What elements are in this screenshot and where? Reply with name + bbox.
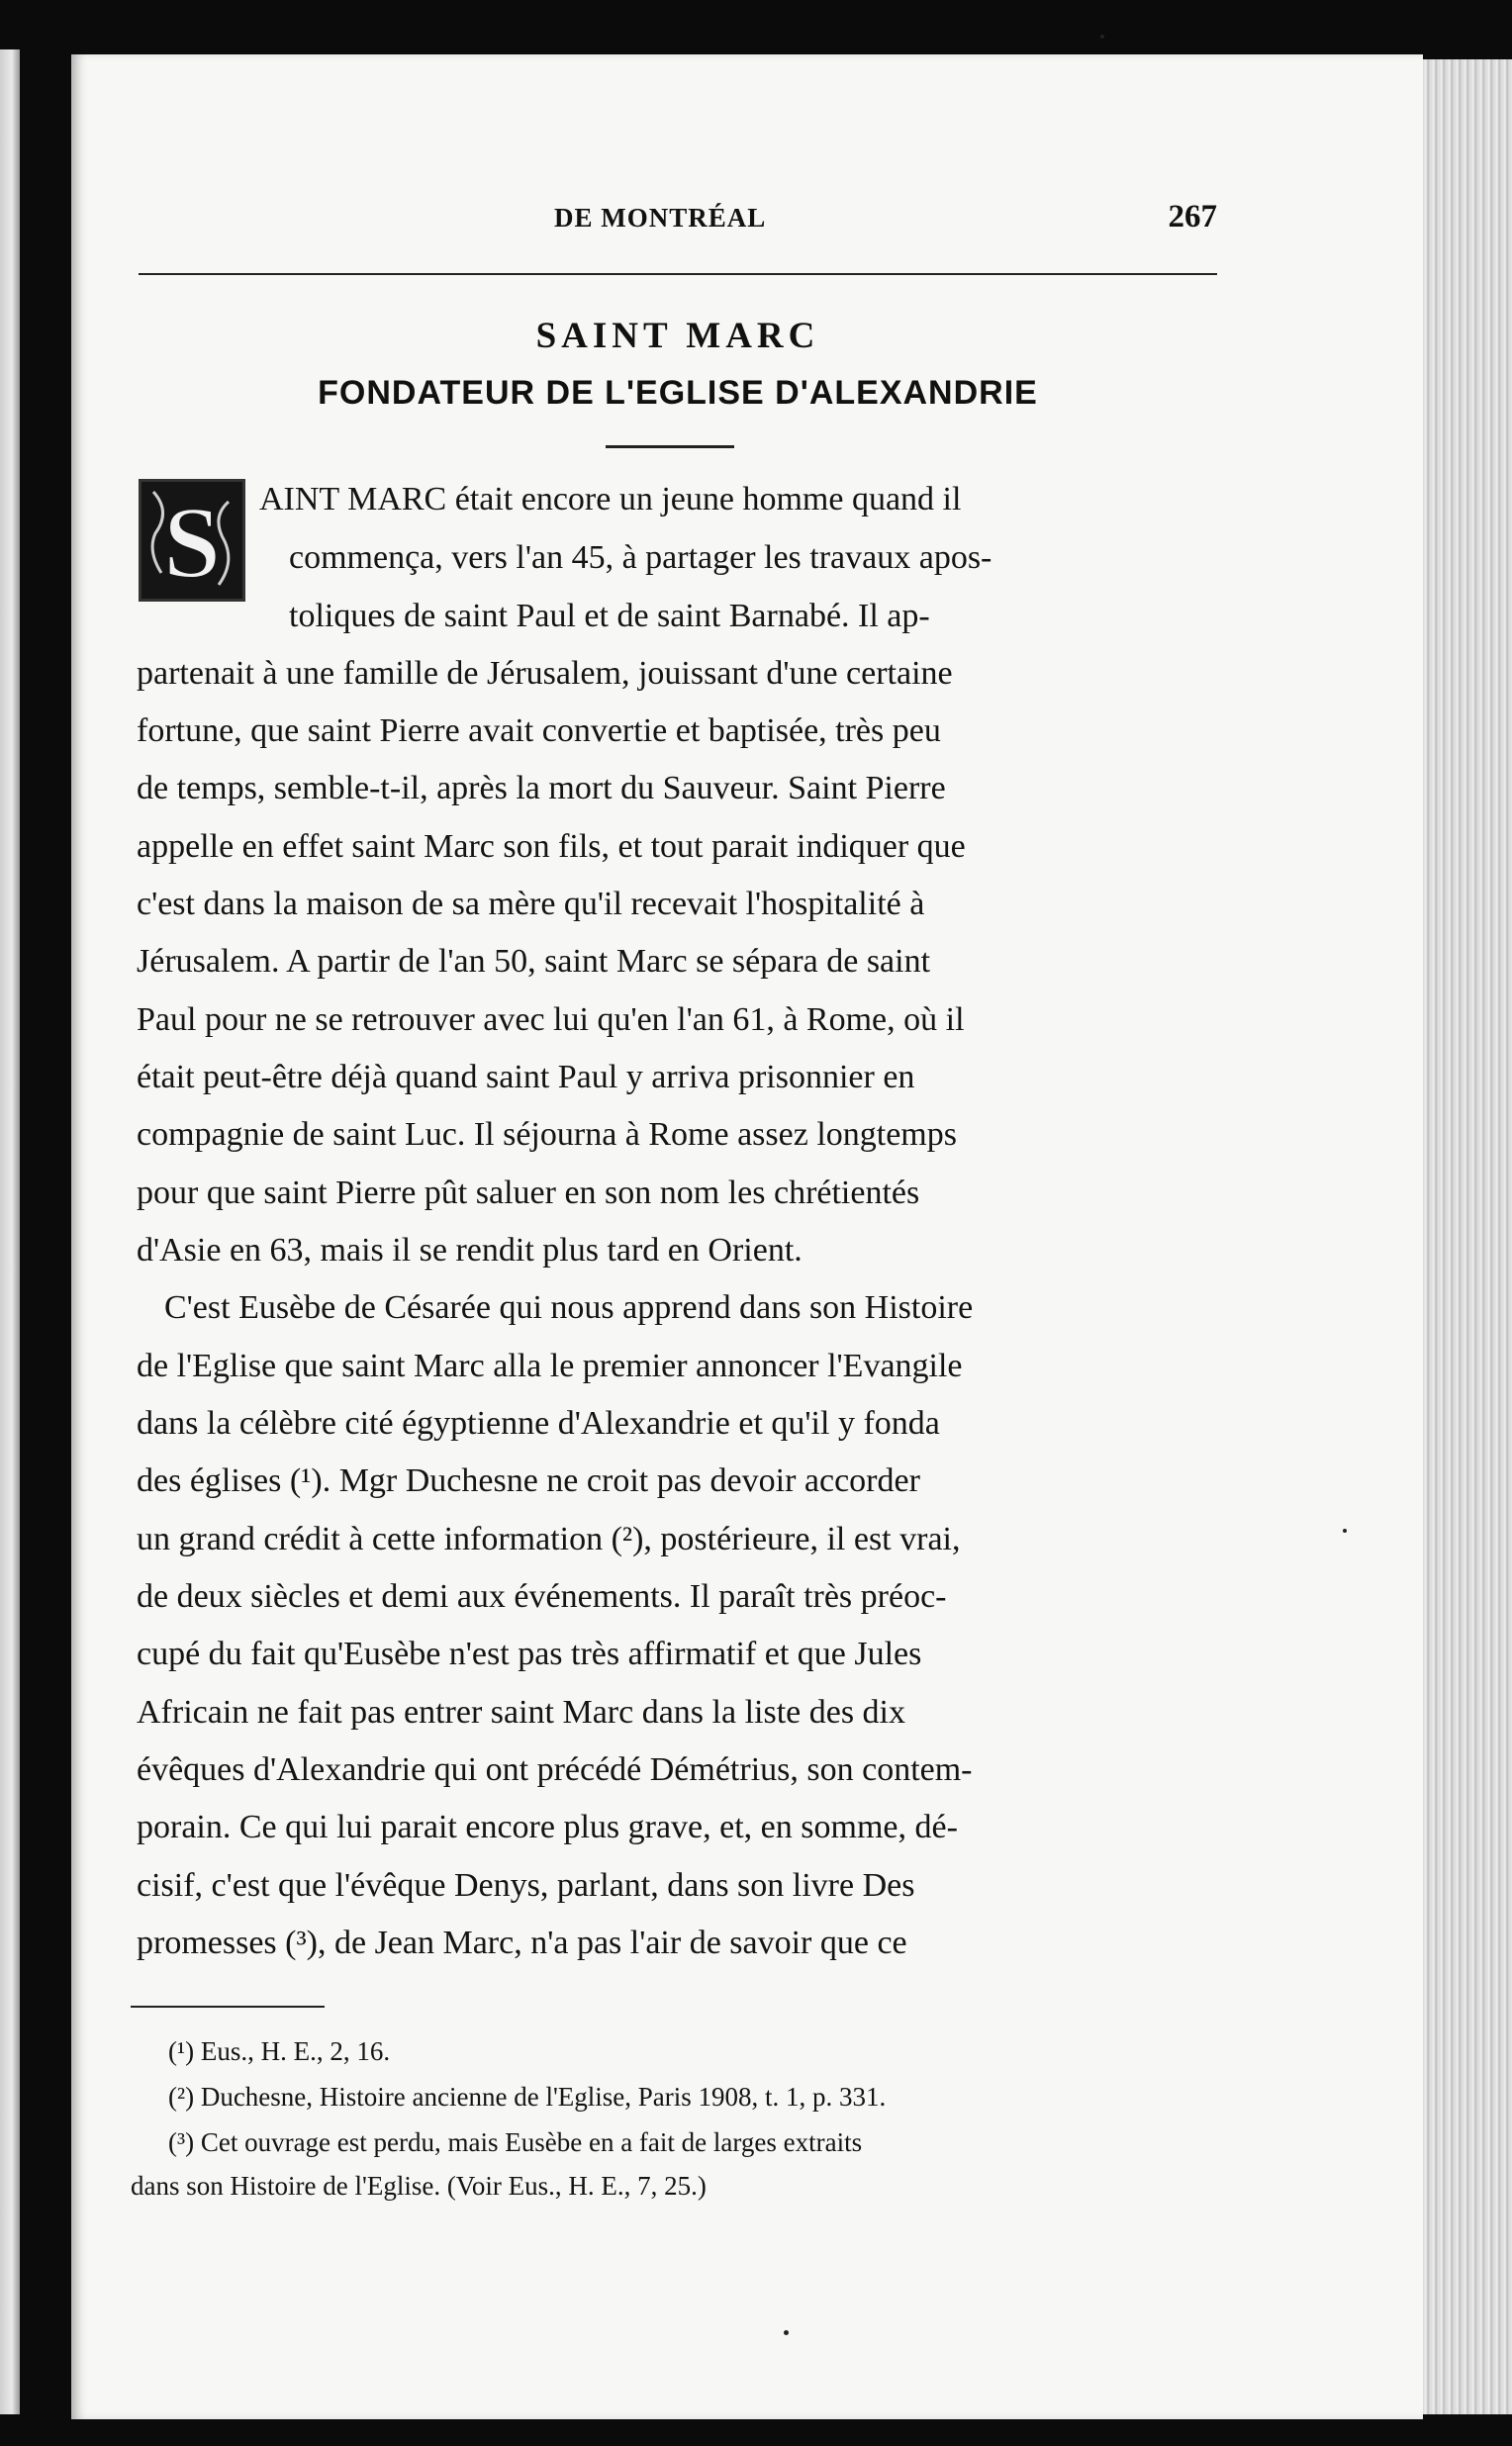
body-line: pour que saint Pierre pût saluer en son nom les chrétientés <box>137 1175 920 1211</box>
header-rule <box>139 273 1217 275</box>
body-line: toliques de saint Paul et de saint Barnabé. Il ap- <box>289 598 930 634</box>
body-line: Paul pour ne se retrouver avec lui qu'en l'an 61, à Rome, où il <box>137 1001 965 1038</box>
footnote-rule <box>131 2006 325 2008</box>
body-line: fortune, que saint Pierre avait convertie et baptisée, très peu <box>137 712 941 749</box>
body-line: un grand crédit à cette information (²), postérieure, il est vrai, <box>137 1521 961 1557</box>
footnote: (²) Duchesne, Histoire ancienne de l'Eglise, Paris 1908, t. 1, p. 331. <box>168 2082 887 2112</box>
body-line: était peut-être déjà quand saint Paul y arriva prisonnier en <box>137 1059 915 1095</box>
footnote: dans son Histoire de l'Eglise. (Voir Eus., H. E., 7, 25.) <box>131 2171 707 2201</box>
body-line: dans la célèbre cité égyptienne d'Alexandrie et qu'il y fonda <box>137 1405 940 1442</box>
ornamental-dropcap <box>139 479 245 602</box>
body-line: évêques d'Alexandrie qui ont précédé Démétrius, son contem- <box>137 1751 973 1788</box>
body-line: appelle en effet saint Marc son fils, et tout parait indiquer que <box>137 828 966 865</box>
body-line: Jérusalem. A partir de l'an 50, saint Marc se sépara de saint <box>137 943 931 980</box>
running-header <box>139 199 1217 242</box>
body-line: compagnie de saint Luc. Il séjourna à Rome assez longtemps <box>137 1116 957 1153</box>
body-line: promesses (³), de Jean Marc, n'a pas l'air de savoir que ce <box>137 1925 907 1961</box>
body-line: AINT MARC était encore un jeune homme quand il <box>259 481 962 517</box>
footnote: (³) Cet ouvrage est perdu, mais Eusèbe en a fait de larges extraits <box>168 2127 863 2157</box>
chapter-subtitle: FONDATEUR DE L'EGLISE D'ALEXANDRIE <box>318 374 1038 412</box>
book-page-edges <box>1415 59 1512 2414</box>
body-line: partenait à une famille de Jérusalem, jouissant d'une certaine <box>137 655 953 692</box>
body-line: d'Asie en 63, mais il se rendit plus tard en Orient. <box>137 1232 803 1269</box>
body-line: c'est dans la maison de sa mère qu'il recevait l'hospitalité à <box>137 886 925 922</box>
body-line: cisif, c'est que l'évêque Denys, parlant, dans son livre Des <box>137 1867 915 1904</box>
footnote: (¹) Eus., H. E., 2, 16. <box>168 2036 391 2066</box>
page-number: 267 <box>1168 199 1217 235</box>
body-line: Africain ne fait pas entrer saint Marc dans la liste des dix <box>137 1694 906 1731</box>
chapter-title: SAINT MARC <box>535 316 820 356</box>
body-line: C'est Eusèbe de Césarée qui nous apprend dans son Histoire <box>164 1289 974 1326</box>
body-line: porain. Ce qui lui parait encore plus grave, et, en somme, dé- <box>137 1809 958 1845</box>
body-line: de deux siècles et demi aux événements. Il paraît très préoc- <box>137 1578 947 1615</box>
dropcap-letter: S <box>163 486 221 599</box>
running-head-title: DE MONTRÉAL <box>554 203 767 233</box>
body-line: de temps, semble-t-il, après la mort du Sauveur. Saint Pierre <box>137 770 946 806</box>
body-line: commença, vers l'an 45, à partager les travaux apos- <box>289 539 992 576</box>
previous-page-edge <box>0 49 20 2414</box>
title-divider <box>606 445 734 448</box>
body-line: des églises (¹). Mgr Duchesne ne croit pas devoir accorder <box>137 1462 920 1499</box>
body-line: cupé du fait qu'Eusèbe n'est pas très affirmatif et que Jules <box>137 1636 922 1672</box>
body-line: de l'Eglise que saint Marc alla le premier annoncer l'Evangile <box>137 1348 963 1384</box>
